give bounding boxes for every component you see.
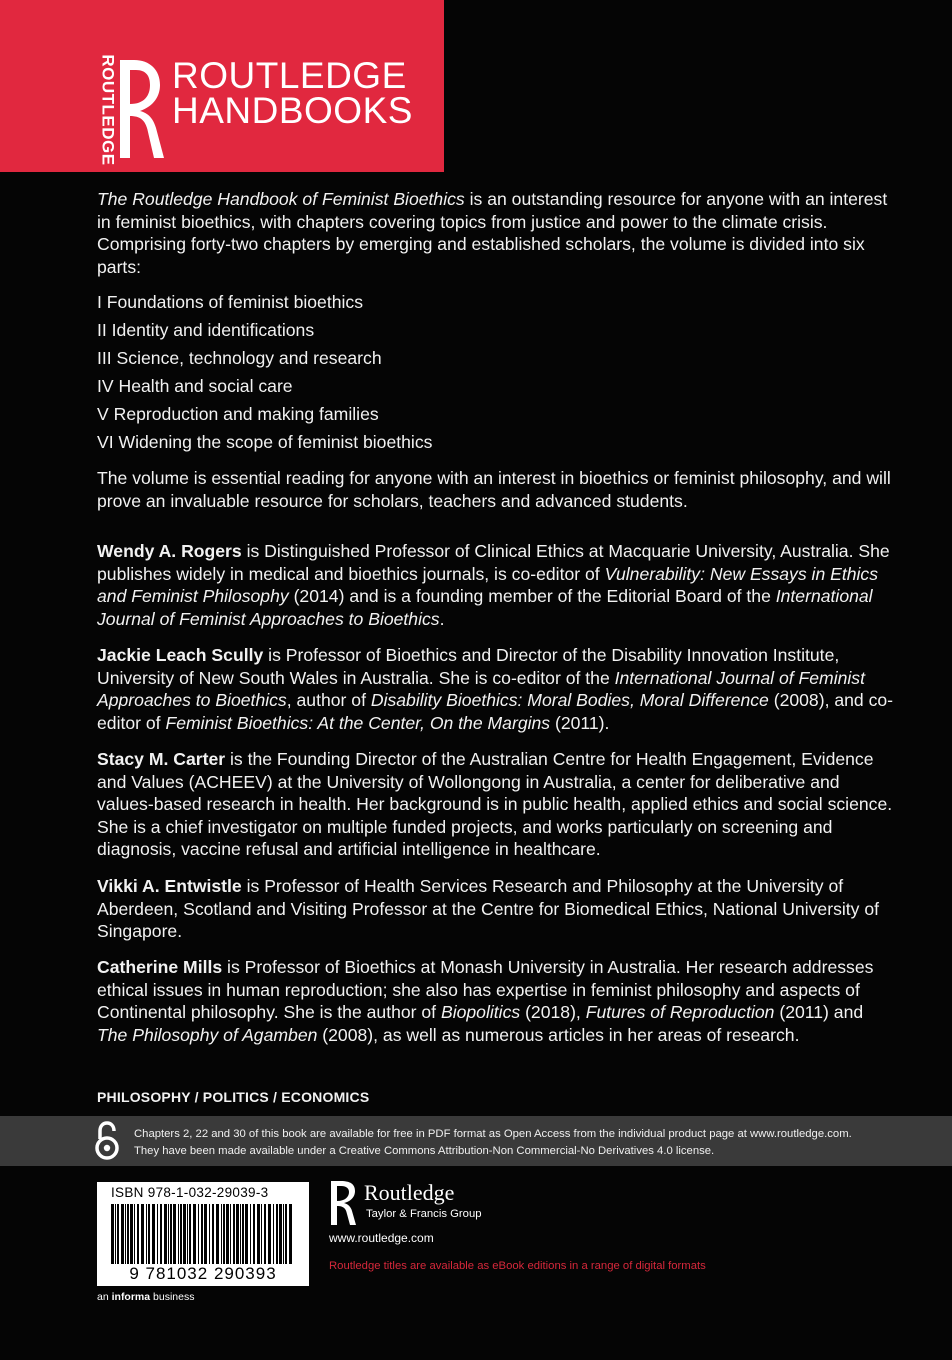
list-item: I Foundations of feminist bioethics [97, 292, 364, 312]
barcode-bar [198, 1204, 199, 1268]
barcode-bar [115, 1204, 116, 1268]
barcode-bar [146, 1204, 147, 1268]
publisher-group: Taylor & Francis Group [366, 1208, 482, 1220]
banner-title-line2: HANDBOOKS [172, 90, 413, 131]
barcode-bar [157, 1204, 158, 1268]
barcode-bar [141, 1204, 144, 1268]
bio-scully: Jackie Leach Scully is Professor of Bioethics and Director of the Disability Innovation Institute, University of New South Wales in Australia. She is co-editor of the International Journal of Feminist Approaches to Bioethics, author of Disability Bioethics: Moral Bodies, Moral Difference (2008), and co-editor of Feminist Bioethics: At the Center, On the Margins (2011). [97, 645, 894, 733]
barcode-bar [137, 1204, 139, 1268]
isbn-digits: 9 781032 290393 [97, 1264, 309, 1284]
barcode-bar [273, 1204, 274, 1268]
barcode-bar [236, 1204, 239, 1268]
bio-mills: Catherine Mills is Professor of Bioethics at Monash University in Australia. Her research addresses ethical issues in human reproduction; she also has expertise in feminist philosophy and aspects of Continental philosophy. She is the author of Biopolitics (2018), Futures of Reproduction (2011) and The Philosophy of Agamben (2008), as well as numerous articles in her areas of research. [97, 957, 874, 1045]
barcode-bar [233, 1204, 235, 1268]
barcode-bar [204, 1204, 207, 1268]
barcode-bar [289, 1204, 292, 1268]
barcode-bar [187, 1204, 188, 1268]
barcode-bar [226, 1204, 229, 1268]
list-item: IV Health and social care [97, 376, 293, 396]
barcode-bar [193, 1204, 196, 1268]
parts-list [97, 291, 432, 459]
barcode-bar [253, 1204, 255, 1268]
barcode-bar [250, 1204, 251, 1268]
barcode-bar [264, 1204, 266, 1268]
banner-title-line1: ROUTLEDGE [172, 55, 407, 96]
barcode-bar [201, 1204, 203, 1268]
list-item: V Reproduction and making families [97, 404, 379, 424]
intro-paragraph: The Routledge Handbook of Feminist Bioethics is an outstanding resource for anyone with an interest in feminist bioethics, with chapters covering topics from justice and power to the climate crisis. Comprising forty-two chapters by emerging and established scholars, the volume is divided into six parts: [97, 189, 888, 277]
barcode-bar [183, 1204, 186, 1268]
barcode-bar [276, 1204, 278, 1268]
barcode-bar [189, 1204, 191, 1268]
bio-rogers: Wendy A. Rogers is Distinguished Professor of Clinical Ethics at Macquarie University, Australia. She publishes widely in medical and bioethics journals, is co-editor of Vulnerability: New Essays in Ethics and Feminist Philosophy (2014) and is a founding member of the Editorial Board of the International Journal of Feminist Approaches to Bioethics. [97, 541, 890, 629]
barcode-bars [111, 1204, 295, 1268]
barcode-bar [127, 1204, 129, 1268]
barcode-bar [240, 1204, 241, 1268]
barcode-bar [178, 1204, 179, 1268]
barcode-bar [130, 1204, 133, 1268]
list-item: VI Widening the scope of feminist bioethics [97, 432, 433, 452]
barcode-bar [148, 1204, 150, 1268]
open-access-icon [94, 1121, 120, 1161]
barcode-bar [216, 1204, 219, 1268]
barcode-bar [257, 1204, 260, 1268]
bio-entwistle: Vikki A. Entwistle is Professor of Health Services Research and Philosophy at the University of Aberdeen, Scotland and Visiting Professor at the Centre for Biomedical Ethics, National University of Singapore. [97, 876, 880, 942]
barcode-bar [283, 1204, 284, 1268]
bio-carter: Stacy M. Carter is the Founding Director of the Australian Centre for Health Engagement, Evidence and Values (ACHEEV) at the University of Wollongong in Australia, a center for deliberative and values-based research in health. Her background is in public health, applied ethics and social science. She is a chief investigator on multiple funded projects, and works particularly on screening and diagnosis, vaccine refusal and artificial intelligence in healthcare. [97, 749, 893, 860]
barcode-bar [223, 1204, 225, 1268]
isbn-label: ISBN 978-1-032-29039-3 [111, 1185, 269, 1200]
barcode-bar [285, 1204, 287, 1268]
barcode-bar [209, 1204, 210, 1268]
barcode-bar [125, 1204, 126, 1268]
barcode-bar [212, 1204, 214, 1268]
ebook-note: Routledge titles are available as eBook editions in a range of digital formats [329, 1260, 706, 1272]
barcode-bar [152, 1204, 155, 1268]
subject-category: PHILOSOPHY / POLITICS / ECONOMICS [97, 1089, 370, 1105]
barcode-bar [180, 1204, 182, 1268]
barcode-bar [134, 1204, 135, 1268]
barcode-bar [242, 1204, 244, 1268]
barcode-bar [230, 1204, 231, 1268]
barcode-bar [111, 1204, 114, 1268]
barcode-bar [121, 1204, 124, 1268]
informa-business: an informa business [97, 1291, 195, 1303]
barcode-bar [160, 1204, 162, 1268]
routledge-r-logo-icon [116, 58, 166, 160]
barcode-bar [268, 1204, 271, 1268]
vertical-brand-text: ROUTLEDGE [98, 54, 118, 166]
barcode-bar [261, 1204, 262, 1268]
brand-banner [0, 0, 444, 172]
barcode-bar [279, 1204, 282, 1268]
barcode-bar [173, 1204, 176, 1268]
isbn-barcode [97, 1182, 309, 1286]
publisher-url[interactable]: www.routledge.com [329, 1231, 434, 1245]
publisher-name: Routledge [364, 1180, 455, 1205]
barcode-bar [164, 1204, 167, 1268]
barcode-bar [170, 1204, 172, 1268]
barcode-bar [117, 1204, 119, 1268]
barcode-bar [221, 1204, 222, 1268]
open-access-text: Chapters 2, 22 and 30 of this book are available for free in PDF format as Open Access from the individual product page at www.routledge.com. They have been made available under a Creative Commons Attribution-Non Commercial-No Derivatives 4.0 license. [134, 1128, 852, 1157]
routledge-publisher-logo-icon [329, 1180, 359, 1226]
list-item: III Science, technology and research [97, 348, 382, 368]
closing-paragraph: The volume is essential reading for anyone with an interest in bioethics or feminist philosophy, and will prove an invaluable resource for scholars, teachers and advanced students. [97, 468, 891, 511]
barcode-bar [168, 1204, 169, 1268]
book-title: The Routledge Handbook of Feminist Bioethics [97, 189, 465, 209]
barcode-bar [245, 1204, 248, 1268]
list-item: II Identity and identifications [97, 320, 315, 340]
